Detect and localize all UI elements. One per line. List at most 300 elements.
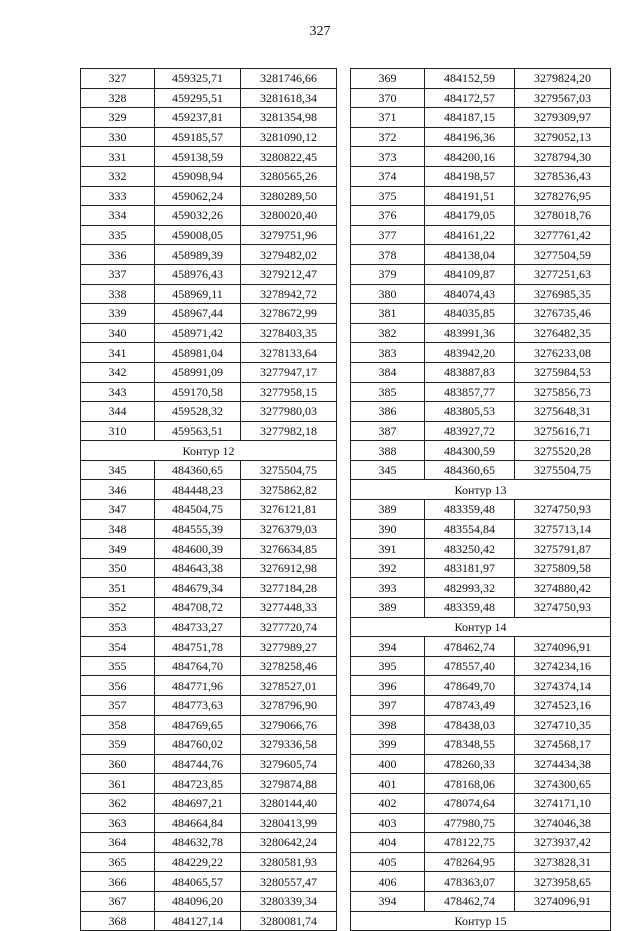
coordinates-table-left xyxy=(80,68,337,931)
point-number: 354 xyxy=(81,637,155,657)
x-coordinate: 478122,75 xyxy=(425,833,515,853)
x-coordinate: 484300,59 xyxy=(425,441,515,461)
y-coordinate: 3278672,99 xyxy=(241,304,337,324)
y-coordinate: 3279212,47 xyxy=(241,264,337,284)
table-row xyxy=(351,519,611,539)
y-coordinate: 3280557,47 xyxy=(241,872,337,892)
x-coordinate: 458981,04 xyxy=(155,343,241,363)
point-number: 363 xyxy=(81,813,155,833)
y-coordinate: 3277761,42 xyxy=(515,225,611,245)
y-coordinate: 3278942,72 xyxy=(241,284,337,304)
x-coordinate: 484744,76 xyxy=(155,754,241,774)
x-coordinate: 484187,15 xyxy=(425,108,515,128)
y-coordinate: 3277504,59 xyxy=(515,245,611,265)
table-row xyxy=(81,362,337,382)
point-number: 385 xyxy=(351,382,425,402)
table-row xyxy=(81,754,337,774)
point-number: 381 xyxy=(351,304,425,324)
table-row xyxy=(81,460,337,480)
x-coordinate: 483927,72 xyxy=(425,421,515,441)
point-number: 389 xyxy=(351,500,425,520)
table-row xyxy=(351,696,611,716)
point-number: 349 xyxy=(81,539,155,559)
x-coordinate: 484760,02 xyxy=(155,735,241,755)
table-row xyxy=(351,558,611,578)
x-coordinate: 484708,72 xyxy=(155,598,241,618)
x-coordinate: 484723,85 xyxy=(155,774,241,794)
y-coordinate: 3281618,34 xyxy=(241,88,337,108)
y-coordinate: 3274523,16 xyxy=(515,696,611,716)
point-number: 369 xyxy=(351,69,425,89)
table-row xyxy=(351,304,611,324)
x-coordinate: 484697,21 xyxy=(155,793,241,813)
table-row xyxy=(351,88,611,108)
x-coordinate: 478264,95 xyxy=(425,852,515,872)
point-number: 382 xyxy=(351,323,425,343)
point-number: 390 xyxy=(351,519,425,539)
y-coordinate: 3277958,15 xyxy=(241,382,337,402)
x-coordinate: 484138,04 xyxy=(425,245,515,265)
y-coordinate: 3274046,38 xyxy=(515,813,611,833)
table-row xyxy=(81,284,337,304)
y-coordinate: 3274568,17 xyxy=(515,735,611,755)
x-coordinate: 484733,27 xyxy=(155,617,241,637)
y-coordinate: 3279605,74 xyxy=(241,754,337,774)
table-row xyxy=(81,382,337,402)
x-coordinate: 459563,51 xyxy=(155,421,241,441)
x-coordinate: 477980,75 xyxy=(425,813,515,833)
table-row xyxy=(81,323,337,343)
table-row xyxy=(351,225,611,245)
x-coordinate: 459098,94 xyxy=(155,166,241,186)
table-row xyxy=(81,793,337,813)
table-row xyxy=(81,206,337,226)
table-row xyxy=(351,715,611,735)
y-coordinate: 3279309,97 xyxy=(515,108,611,128)
point-number: 399 xyxy=(351,735,425,755)
y-coordinate: 3280565,26 xyxy=(241,166,337,186)
point-number: 375 xyxy=(351,186,425,206)
point-number: 327 xyxy=(81,69,155,89)
point-number: 348 xyxy=(81,519,155,539)
y-coordinate: 3275504,75 xyxy=(515,460,611,480)
point-number: 310 xyxy=(81,421,155,441)
point-number: 377 xyxy=(351,225,425,245)
y-coordinate: 3275520,28 xyxy=(515,441,611,461)
table-row xyxy=(81,676,337,696)
table-row xyxy=(351,421,611,441)
y-coordinate: 3275616,71 xyxy=(515,421,611,441)
table-row xyxy=(351,735,611,755)
point-number: 393 xyxy=(351,578,425,598)
y-coordinate: 3275504,75 xyxy=(241,460,337,480)
table-row xyxy=(351,676,611,696)
y-coordinate: 3275862,82 xyxy=(241,480,337,500)
x-coordinate: 478074,64 xyxy=(425,793,515,813)
x-coordinate: 484179,05 xyxy=(425,206,515,226)
point-number: 404 xyxy=(351,833,425,853)
table-row xyxy=(351,186,611,206)
x-coordinate: 483250,42 xyxy=(425,539,515,559)
point-number: 334 xyxy=(81,206,155,226)
y-coordinate: 3280822,45 xyxy=(241,147,337,167)
y-coordinate: 3276912,98 xyxy=(241,558,337,578)
y-coordinate: 3275648,31 xyxy=(515,402,611,422)
point-number: 383 xyxy=(351,343,425,363)
point-number: 403 xyxy=(351,813,425,833)
point-number: 400 xyxy=(351,754,425,774)
y-coordinate: 3279052,13 xyxy=(515,127,611,147)
table-row xyxy=(81,715,337,735)
table-row xyxy=(81,872,337,892)
table-row xyxy=(351,323,611,343)
point-number: 398 xyxy=(351,715,425,735)
table-row xyxy=(81,852,337,872)
point-number: 366 xyxy=(81,872,155,892)
y-coordinate: 3280144,40 xyxy=(241,793,337,813)
point-number: 346 xyxy=(81,480,155,500)
x-coordinate: 459528,32 xyxy=(155,402,241,422)
contour-title: Контур 14 xyxy=(351,617,611,637)
table-row xyxy=(81,617,337,637)
table-row xyxy=(81,813,337,833)
x-coordinate: 484555,39 xyxy=(155,519,241,539)
table-row xyxy=(81,578,337,598)
y-coordinate: 3275856,73 xyxy=(515,382,611,402)
y-coordinate: 3277982,18 xyxy=(241,421,337,441)
y-coordinate: 3276233,08 xyxy=(515,343,611,363)
y-coordinate: 3280642,24 xyxy=(241,833,337,853)
point-number: 335 xyxy=(81,225,155,245)
y-coordinate: 3273958,65 xyxy=(515,872,611,892)
x-coordinate: 484127,14 xyxy=(155,911,241,931)
table-row xyxy=(351,206,611,226)
x-coordinate: 458967,44 xyxy=(155,304,241,324)
table-row xyxy=(81,343,337,363)
table-row xyxy=(81,558,337,578)
y-coordinate: 3280020,40 xyxy=(241,206,337,226)
y-coordinate: 3279482,02 xyxy=(241,245,337,265)
table-row xyxy=(81,891,337,911)
point-number: 405 xyxy=(351,852,425,872)
table-row xyxy=(81,147,337,167)
x-coordinate: 459138,59 xyxy=(155,147,241,167)
point-number: 332 xyxy=(81,166,155,186)
table-row xyxy=(351,637,611,657)
point-number: 360 xyxy=(81,754,155,774)
point-number: 345 xyxy=(81,460,155,480)
y-coordinate: 3278796,90 xyxy=(241,696,337,716)
y-coordinate: 3275791,87 xyxy=(515,539,611,559)
x-coordinate: 458976,43 xyxy=(155,264,241,284)
point-number: 362 xyxy=(81,793,155,813)
y-coordinate: 3278133,64 xyxy=(241,343,337,363)
table-row xyxy=(351,402,611,422)
x-coordinate: 483359,48 xyxy=(425,598,515,618)
point-number: 388 xyxy=(351,441,425,461)
table-row xyxy=(81,480,337,500)
point-number: 350 xyxy=(81,558,155,578)
x-coordinate: 458991,09 xyxy=(155,362,241,382)
point-number: 341 xyxy=(81,343,155,363)
x-coordinate: 484751,78 xyxy=(155,637,241,657)
table-row xyxy=(351,108,611,128)
point-number: 372 xyxy=(351,127,425,147)
table-row xyxy=(351,852,611,872)
point-number: 344 xyxy=(81,402,155,422)
point-number: 389 xyxy=(351,598,425,618)
x-coordinate: 478348,55 xyxy=(425,735,515,755)
x-coordinate: 482993,32 xyxy=(425,578,515,598)
x-coordinate: 484074,43 xyxy=(425,284,515,304)
x-coordinate: 478462,74 xyxy=(425,891,515,911)
y-coordinate: 3273828,31 xyxy=(515,852,611,872)
x-coordinate: 483857,77 xyxy=(425,382,515,402)
table-row xyxy=(351,500,611,520)
x-coordinate: 483181,97 xyxy=(425,558,515,578)
x-coordinate: 484769,65 xyxy=(155,715,241,735)
y-coordinate: 3274710,35 xyxy=(515,715,611,735)
point-number: 331 xyxy=(81,147,155,167)
page-number: 327 xyxy=(309,24,331,39)
point-number: 394 xyxy=(351,891,425,911)
x-coordinate: 484360,65 xyxy=(155,460,241,480)
y-coordinate: 3274750,93 xyxy=(515,500,611,520)
table-row xyxy=(351,362,611,382)
contour-header-row xyxy=(351,480,611,500)
x-coordinate: 484632,78 xyxy=(155,833,241,853)
table-row xyxy=(351,872,611,892)
point-number: 387 xyxy=(351,421,425,441)
y-coordinate: 3279751,96 xyxy=(241,225,337,245)
x-coordinate: 478743,49 xyxy=(425,696,515,716)
x-coordinate: 484664,84 xyxy=(155,813,241,833)
y-coordinate: 3274434,38 xyxy=(515,754,611,774)
table-row xyxy=(81,69,337,89)
x-coordinate: 478260,33 xyxy=(425,754,515,774)
x-coordinate: 458969,11 xyxy=(155,284,241,304)
point-number: 391 xyxy=(351,539,425,559)
point-number: 333 xyxy=(81,186,155,206)
table-row xyxy=(81,225,337,245)
table-row xyxy=(81,245,337,265)
x-coordinate: 459325,71 xyxy=(155,69,241,89)
x-coordinate: 484191,51 xyxy=(425,186,515,206)
y-coordinate: 3279874,88 xyxy=(241,774,337,794)
point-number: 406 xyxy=(351,872,425,892)
y-coordinate: 3274880,42 xyxy=(515,578,611,598)
table-row xyxy=(351,441,611,461)
y-coordinate: 3274234,16 xyxy=(515,656,611,676)
table-row xyxy=(351,891,611,911)
contour-header-row xyxy=(81,441,337,461)
point-number: 338 xyxy=(81,284,155,304)
table-row xyxy=(351,147,611,167)
table-row xyxy=(351,460,611,480)
y-coordinate: 3278536,43 xyxy=(515,166,611,186)
table-row xyxy=(81,656,337,676)
point-number: 351 xyxy=(81,578,155,598)
point-number: 339 xyxy=(81,304,155,324)
y-coordinate: 3277251,63 xyxy=(515,264,611,284)
y-coordinate: 3276985,35 xyxy=(515,284,611,304)
point-number: 380 xyxy=(351,284,425,304)
point-number: 361 xyxy=(81,774,155,794)
x-coordinate: 459032,26 xyxy=(155,206,241,226)
point-number: 392 xyxy=(351,558,425,578)
point-number: 337 xyxy=(81,264,155,284)
point-number: 353 xyxy=(81,617,155,637)
point-number: 352 xyxy=(81,598,155,618)
point-number: 342 xyxy=(81,362,155,382)
table-row xyxy=(351,813,611,833)
x-coordinate: 459008,05 xyxy=(155,225,241,245)
y-coordinate: 3278018,76 xyxy=(515,206,611,226)
x-coordinate: 459295,51 xyxy=(155,88,241,108)
y-coordinate: 3281746,66 xyxy=(241,69,337,89)
table-row xyxy=(81,166,337,186)
table-row xyxy=(81,539,337,559)
y-coordinate: 3280581,93 xyxy=(241,852,337,872)
table-row xyxy=(81,186,337,206)
point-number: 347 xyxy=(81,500,155,520)
table-row xyxy=(81,264,337,284)
table-row xyxy=(81,735,337,755)
table-row xyxy=(81,637,337,657)
x-coordinate: 483991,36 xyxy=(425,323,515,343)
point-number: 374 xyxy=(351,166,425,186)
y-coordinate: 3279567,03 xyxy=(515,88,611,108)
x-coordinate: 484096,20 xyxy=(155,891,241,911)
table-row xyxy=(81,519,337,539)
x-coordinate: 483942,20 xyxy=(425,343,515,363)
table-row xyxy=(81,500,337,520)
x-coordinate: 484035,85 xyxy=(425,304,515,324)
table-row xyxy=(81,127,337,147)
x-coordinate: 484448,23 xyxy=(155,480,241,500)
y-coordinate: 3280289,50 xyxy=(241,186,337,206)
y-coordinate: 3277184,28 xyxy=(241,578,337,598)
y-coordinate: 3274750,93 xyxy=(515,598,611,618)
table-row xyxy=(81,598,337,618)
point-number: 386 xyxy=(351,402,425,422)
table-row xyxy=(351,833,611,853)
contour-title: Контур 15 xyxy=(351,911,611,931)
point-number: 379 xyxy=(351,264,425,284)
point-number: 359 xyxy=(81,735,155,755)
x-coordinate: 484109,87 xyxy=(425,264,515,284)
y-coordinate: 3276121,81 xyxy=(241,500,337,520)
table-row xyxy=(351,343,611,363)
x-coordinate: 478168,06 xyxy=(425,774,515,794)
point-number: 401 xyxy=(351,774,425,794)
point-number: 358 xyxy=(81,715,155,735)
table-row xyxy=(351,284,611,304)
point-number: 365 xyxy=(81,852,155,872)
y-coordinate: 3275809,58 xyxy=(515,558,611,578)
x-coordinate: 483887,83 xyxy=(425,362,515,382)
y-coordinate: 3281090,12 xyxy=(241,127,337,147)
y-coordinate: 3279824,20 xyxy=(515,69,611,89)
point-number: 384 xyxy=(351,362,425,382)
point-number: 336 xyxy=(81,245,155,265)
table-row xyxy=(351,754,611,774)
x-coordinate: 484504,75 xyxy=(155,500,241,520)
x-coordinate: 484152,59 xyxy=(425,69,515,89)
y-coordinate: 3274096,91 xyxy=(515,891,611,911)
y-coordinate: 3277448,33 xyxy=(241,598,337,618)
table-row xyxy=(351,656,611,676)
y-coordinate: 3277989,27 xyxy=(241,637,337,657)
point-number: 356 xyxy=(81,676,155,696)
x-coordinate: 478557,40 xyxy=(425,656,515,676)
x-coordinate: 484229,22 xyxy=(155,852,241,872)
x-coordinate: 484198,57 xyxy=(425,166,515,186)
y-coordinate: 3276634,85 xyxy=(241,539,337,559)
x-coordinate: 459170,58 xyxy=(155,382,241,402)
table-row xyxy=(351,69,611,89)
y-coordinate: 3275713,14 xyxy=(515,519,611,539)
x-coordinate: 478438,03 xyxy=(425,715,515,735)
x-coordinate: 459062,24 xyxy=(155,186,241,206)
y-coordinate: 3276379,03 xyxy=(241,519,337,539)
table-row xyxy=(351,166,611,186)
point-number: 345 xyxy=(351,460,425,480)
x-coordinate: 459237,81 xyxy=(155,108,241,128)
table-row xyxy=(351,774,611,794)
table-row xyxy=(351,578,611,598)
point-number: 370 xyxy=(351,88,425,108)
point-number: 373 xyxy=(351,147,425,167)
x-coordinate: 484600,39 xyxy=(155,539,241,559)
y-coordinate: 3280413,99 xyxy=(241,813,337,833)
table-row xyxy=(81,402,337,422)
point-number: 368 xyxy=(81,911,155,931)
y-coordinate: 3274300,65 xyxy=(515,774,611,794)
table-row xyxy=(81,774,337,794)
y-coordinate: 3278527,01 xyxy=(241,676,337,696)
x-coordinate: 458971,42 xyxy=(155,323,241,343)
x-coordinate: 478363,07 xyxy=(425,872,515,892)
table-row xyxy=(351,382,611,402)
contour-header-row xyxy=(351,617,611,637)
x-coordinate: 478462,74 xyxy=(425,637,515,657)
point-number: 357 xyxy=(81,696,155,716)
y-coordinate: 3277720,74 xyxy=(241,617,337,637)
y-coordinate: 3274096,91 xyxy=(515,637,611,657)
x-coordinate: 484764,70 xyxy=(155,656,241,676)
table-row xyxy=(81,304,337,324)
y-coordinate: 3280339,34 xyxy=(241,891,337,911)
table-row xyxy=(81,421,337,441)
table-row xyxy=(81,88,337,108)
point-number: 397 xyxy=(351,696,425,716)
table-row xyxy=(81,108,337,128)
point-number: 394 xyxy=(351,637,425,657)
y-coordinate: 3276482,35 xyxy=(515,323,611,343)
table-row xyxy=(351,793,611,813)
y-coordinate: 3278403,35 xyxy=(241,323,337,343)
y-coordinate: 3280081,74 xyxy=(241,911,337,931)
x-coordinate: 484771,96 xyxy=(155,676,241,696)
x-coordinate: 484196,36 xyxy=(425,127,515,147)
point-number: 328 xyxy=(81,88,155,108)
y-coordinate: 3278794,30 xyxy=(515,147,611,167)
coordinates-table-right xyxy=(350,68,611,931)
x-coordinate: 483359,48 xyxy=(425,500,515,520)
table-row xyxy=(81,833,337,853)
table-row xyxy=(351,598,611,618)
